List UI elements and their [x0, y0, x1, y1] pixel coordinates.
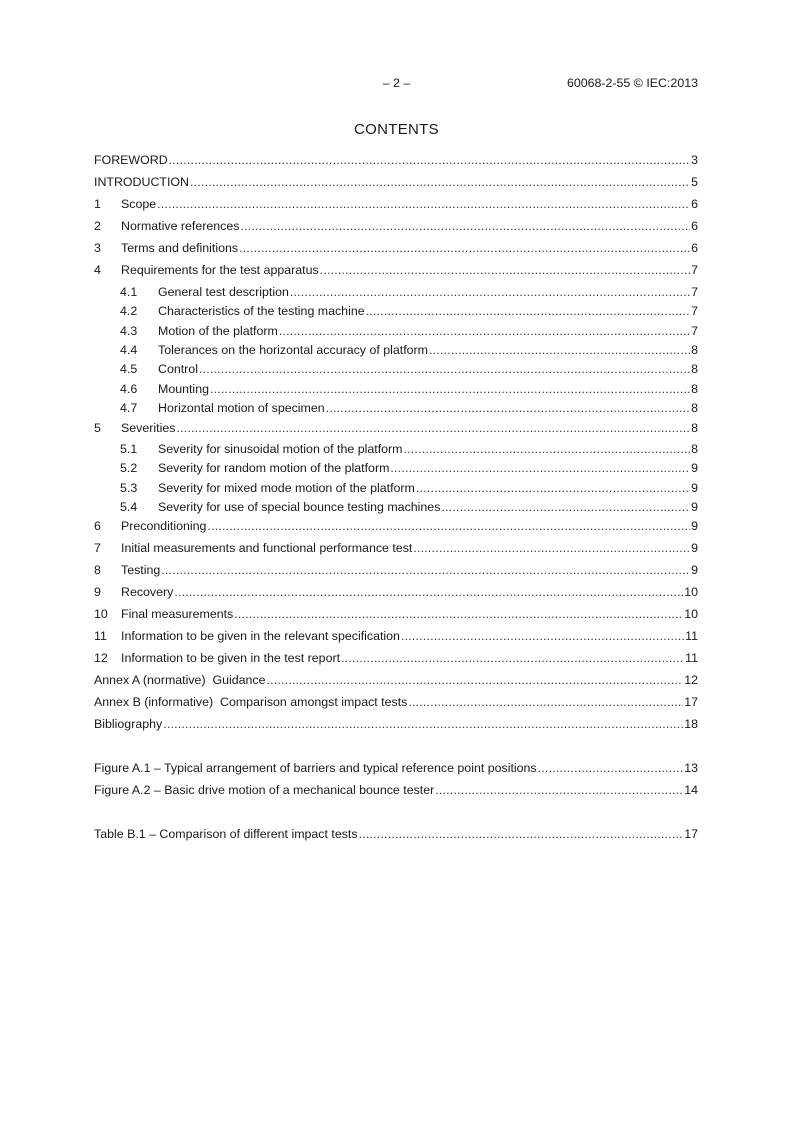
toc-leader: [408, 695, 683, 709]
toc-entry-label: Normative references: [121, 219, 240, 233]
toc-entry-label: Mounting: [158, 382, 209, 396]
toc-page-number: 17: [684, 695, 698, 709]
toc-entry[interactable]: [94, 539, 698, 555]
toc-entry-number: 4.1: [120, 285, 138, 299]
toc-entry[interactable]: [120, 360, 698, 376]
toc-entry-label: Severity for use of special bounce testing machines: [158, 500, 441, 514]
toc-entry[interactable]: [120, 302, 698, 318]
toc-entry-number: 5.1: [120, 442, 138, 456]
toc-leader: [210, 382, 690, 396]
toc-entry[interactable]: [120, 322, 698, 338]
toc-leader: [169, 153, 690, 167]
toc-leader: [404, 442, 691, 456]
toc-leader: [279, 324, 690, 338]
toc-page-number: 8: [691, 442, 698, 456]
toc-entry[interactable]: [120, 440, 698, 456]
toc-entry[interactable]: [94, 173, 698, 189]
toc-entry-label: FOREWORD: [94, 153, 168, 167]
toc-figure-entry[interactable]: [94, 781, 698, 797]
toc-entry-number: 5: [94, 421, 101, 435]
toc-entry-label: Control: [158, 362, 198, 376]
toc-leader: [435, 783, 683, 797]
toc-entry[interactable]: [94, 671, 698, 687]
toc-page-number: 8: [691, 343, 698, 357]
toc-entry-label: Terms and definitions: [121, 241, 239, 255]
toc-entry-number: 4: [94, 263, 101, 277]
toc-entry[interactable]: [94, 517, 698, 533]
toc-page-number: 9: [691, 541, 698, 555]
toc-entry[interactable]: [94, 627, 698, 643]
toc-leader: [538, 761, 684, 775]
toc-entry-label: General test description: [158, 285, 289, 299]
toc-leader: [290, 285, 690, 299]
toc-entry-label: Final measurements: [121, 607, 234, 621]
toc-leader: [267, 673, 684, 687]
toc-entry[interactable]: [94, 715, 698, 731]
toc-page-number: 14: [684, 783, 698, 797]
toc-entry-number: 4.7: [120, 401, 138, 415]
toc-page-number: 12: [684, 673, 698, 687]
toc-entry[interactable]: [94, 649, 698, 665]
toc-entry-label: Preconditioning: [121, 519, 207, 533]
toc-page-number: 10: [684, 585, 698, 599]
toc-entry-number: 6: [94, 519, 101, 533]
toc-entry-label: Severity for random motion of the platform: [158, 461, 390, 475]
toc-leader: [341, 651, 684, 665]
toc-leader: [401, 629, 684, 643]
toc-entry[interactable]: [120, 479, 698, 495]
toc-entry[interactable]: [120, 459, 698, 475]
toc-page-number: 13: [684, 761, 698, 775]
toc-entry[interactable]: [94, 217, 698, 233]
toc-entry-label: Severity for mixed mode motion of the platform: [158, 481, 415, 495]
toc-leader: [207, 519, 690, 533]
toc-entry-label: Annex B (informative) Comparison amongst impact tests: [94, 695, 408, 709]
toc-entry-label: Characteristics of the testing machine: [158, 304, 365, 318]
toc-page-number: 10: [684, 607, 698, 621]
toc-leader: [366, 304, 690, 318]
toc-entry[interactable]: [94, 605, 698, 621]
toc-leader: [239, 241, 690, 255]
toc-entry-number: 11: [94, 629, 107, 643]
toc-entry-label: Annex A (normative) Guidance: [94, 673, 266, 687]
toc-entry-number: 9: [94, 585, 101, 599]
toc-entry[interactable]: [94, 583, 698, 599]
toc-entry-number: 4.2: [120, 304, 138, 318]
toc-leader: [441, 500, 690, 514]
toc-page-number: 17: [684, 827, 698, 841]
toc-entry-label: Initial measurements and functional performance test: [121, 541, 413, 555]
toc-leader: [240, 219, 690, 233]
toc-entry-label: Requirements for the test apparatus: [121, 263, 319, 277]
toc-page-number: 9: [691, 461, 698, 475]
toc-entry[interactable]: [94, 195, 698, 211]
toc-page-number: 11: [685, 651, 698, 665]
toc-entry-label: Information to be given in the test report: [121, 651, 341, 665]
toc-page-number: 7: [691, 324, 698, 338]
toc-entry-number: 4.3: [120, 324, 138, 338]
toc-figure-entry[interactable]: [94, 759, 698, 775]
toc-entry[interactable]: [120, 341, 698, 357]
toc-entry-number: 5.4: [120, 500, 138, 514]
toc-page-number: 8: [691, 401, 698, 415]
toc-entry[interactable]: [120, 498, 698, 514]
toc-entry-label: Figure A.1 – Typical arrangement of barriers and typical reference point positions: [94, 761, 537, 775]
toc-leader: [390, 461, 690, 475]
toc-page-number: 8: [691, 362, 698, 376]
toc-entry-label: Horizontal motion of specimen: [158, 401, 325, 415]
toc-leader: [199, 362, 690, 376]
toc-entry-number: 8: [94, 563, 101, 577]
toc-page-number: 7: [691, 263, 698, 277]
toc-leader: [161, 563, 690, 577]
toc-entry-label: Figure A.2 – Basic drive motion of a mechanical bounce tester: [94, 783, 435, 797]
toc-entry-number: 3: [94, 241, 101, 255]
toc-entry[interactable]: [94, 693, 698, 709]
toc-leader: [176, 421, 690, 435]
toc-leader: [157, 197, 690, 211]
toc-entry-label: Severities: [121, 421, 176, 435]
page-number: – 2 –: [382, 76, 411, 90]
toc-page-number: 9: [691, 519, 698, 533]
toc-entry-label: Scope: [121, 197, 157, 211]
toc-entry-label: INTRODUCTION: [94, 175, 189, 189]
toc-leader: [359, 827, 684, 841]
toc-entry-label: Table B.1 – Comparison of different impact tests: [94, 827, 358, 841]
toc-leader: [190, 175, 690, 189]
toc-entry-label: Tolerances on the horizontal accuracy of platform: [158, 343, 428, 357]
toc-page-number: 9: [691, 500, 698, 514]
toc-page-number: 6: [691, 219, 698, 233]
toc-entry-number: 4.5: [120, 362, 138, 376]
toc-page-number: 3: [691, 153, 698, 167]
toc-leader: [174, 585, 683, 599]
toc-entry-number: 12: [94, 651, 108, 665]
toc-leader: [234, 607, 683, 621]
toc-page-number: 9: [691, 481, 698, 495]
toc-entry[interactable]: [120, 399, 698, 415]
toc-entry-number: 2: [94, 219, 101, 233]
toc-entry-label: Recovery: [121, 585, 174, 599]
toc-page-number: 7: [691, 285, 698, 299]
toc-page-number: 9: [691, 563, 698, 577]
toc-page-number: 7: [691, 304, 698, 318]
toc-leader: [326, 401, 690, 415]
toc-entry-label: Severity for sinusoidal motion of the platform: [158, 442, 403, 456]
toc-entry[interactable]: [94, 561, 698, 577]
toc-leader: [429, 343, 690, 357]
toc-leader: [416, 481, 690, 495]
toc-entry[interactable]: [94, 151, 698, 167]
toc-leader: [320, 263, 690, 277]
toc-page-number: 5: [691, 175, 698, 189]
page-title: CONTENTS: [354, 121, 439, 138]
toc-entry-number: 5.2: [120, 461, 138, 475]
toc-leader: [413, 541, 690, 555]
toc-entry-number: 10: [94, 607, 108, 621]
toc-entry-number: 4.6: [120, 382, 138, 396]
toc-entry-label: Motion of the platform: [158, 324, 278, 338]
toc-page-number: 6: [691, 241, 698, 255]
toc-entry-label: Bibliography: [94, 717, 163, 731]
toc-entry-number: 1: [94, 197, 101, 211]
toc-table-entry[interactable]: [94, 825, 698, 841]
toc-page-number: 11: [685, 629, 698, 643]
toc-entry[interactable]: [120, 283, 698, 299]
document-reference: 60068-2-55 © IEC:2013: [566, 76, 698, 90]
toc-leader: [163, 717, 683, 731]
toc-entry[interactable]: [120, 380, 698, 396]
toc-page-number: 6: [691, 197, 698, 211]
toc-entry-label: Testing: [121, 563, 161, 577]
toc-entry-label: Information to be given in the relevant specification: [121, 629, 400, 643]
toc-entry[interactable]: [94, 239, 698, 255]
toc-entry[interactable]: [94, 261, 698, 277]
toc-page-number: 8: [691, 421, 698, 435]
toc-entry[interactable]: [94, 419, 698, 435]
toc-entry-number: 5.3: [120, 481, 138, 495]
toc-entry-number: 7: [94, 541, 101, 555]
toc-page-number: 18: [684, 717, 698, 731]
toc-entry-number: 4.4: [120, 343, 138, 357]
toc-page-number: 8: [691, 382, 698, 396]
